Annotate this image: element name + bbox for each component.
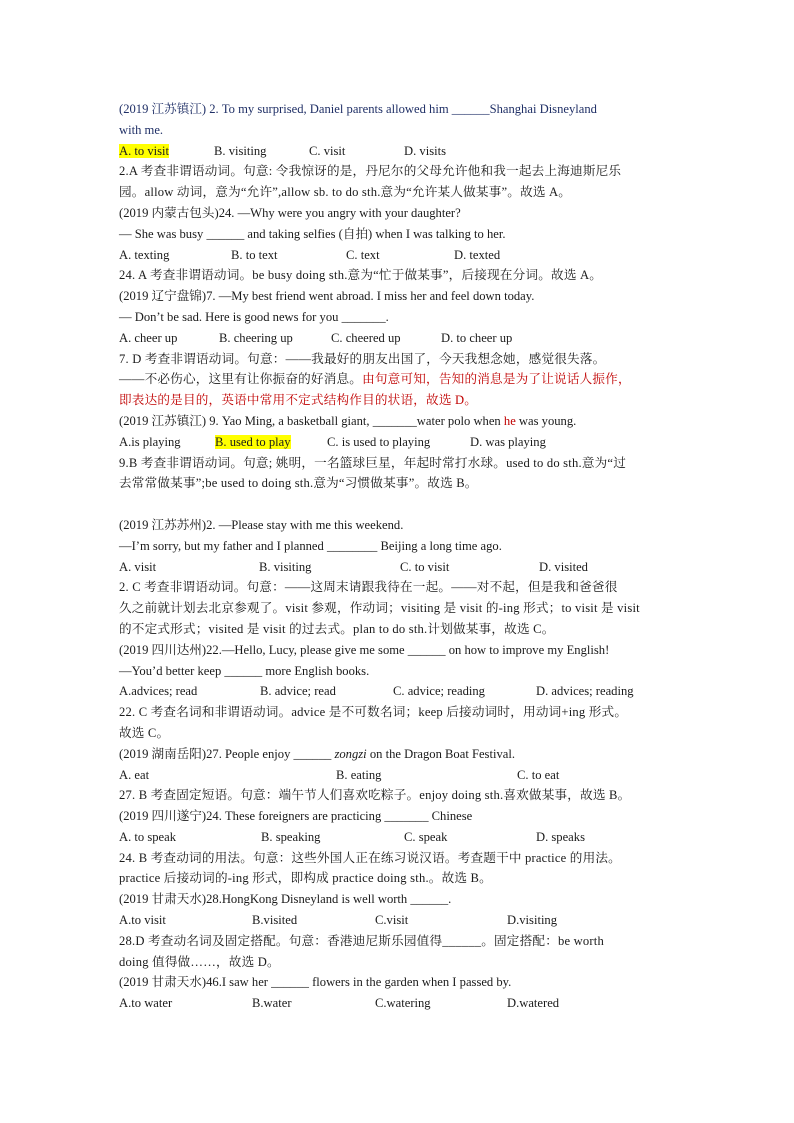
question-stem: — Don’t be sad. Here is good news for you _______. bbox=[119, 309, 389, 324]
option: C. to eat bbox=[517, 767, 560, 782]
option: C. speak bbox=[404, 829, 448, 844]
option: A. eat bbox=[119, 767, 150, 782]
option: C. text bbox=[346, 247, 380, 262]
option: C. is used to playing bbox=[327, 434, 431, 449]
option: C. to visit bbox=[400, 559, 450, 574]
options-row bbox=[119, 993, 679, 1014]
explanation-text: ——不必伤心，这里有让你振奋的好消息。 bbox=[119, 372, 363, 387]
stem-italic: zongzi bbox=[334, 746, 367, 761]
option: C. visit bbox=[309, 143, 346, 158]
option: D. texted bbox=[454, 247, 501, 262]
question-stem: (2019 江苏苏州)2. —Please stay with me this weekend. bbox=[119, 517, 404, 532]
option: B. cheering up bbox=[219, 330, 293, 345]
option: B. visiting bbox=[214, 143, 267, 158]
option: A.advices; read bbox=[119, 684, 198, 699]
answer-explanation: doing 值得做……，故选 D。 bbox=[119, 954, 280, 969]
question-stem: (2019 四川遂宁)24. These foreigners are practicing _______ Chinese bbox=[119, 809, 473, 824]
answer-explanation: 去常常做某事”;be used to doing sth.意为“习惯做某事”。故选 B。 bbox=[119, 476, 478, 491]
option: D. was playing bbox=[470, 434, 546, 449]
option: A. texting bbox=[119, 247, 170, 262]
answer-explanation: 24. A 考查非谓语动词。be busy doing sth.意为“忙于做某事”，后接现在分词。故选 A。 bbox=[119, 268, 603, 283]
option: D. advices; reading bbox=[536, 684, 634, 699]
question-stem bbox=[119, 744, 679, 765]
explanation-highlight: 由句意可知，告知的消息是为了让说话人振作， bbox=[362, 372, 631, 387]
question-stem: —You’d better keep ______ more English books. bbox=[119, 663, 370, 678]
option: B.visited bbox=[252, 913, 298, 928]
answer-explanation: 7. D 考查非谓语动词。句意：——我最好的朋友出国了，今天我想念她，感觉很失落。 bbox=[119, 351, 606, 366]
answer-explanation: 即表达的是目的，英语中常用不定式结构作目的状语，故选 D。 bbox=[119, 393, 478, 408]
document-body bbox=[119, 99, 679, 1014]
question-stem: (2019 四川达州)22.—Hello, Lucy, please give me some ______ on how to improve my English! bbox=[119, 642, 610, 657]
highlighted-option: B. used to play bbox=[215, 434, 291, 449]
option: A. to speak bbox=[119, 829, 177, 844]
option: B.water bbox=[252, 996, 292, 1011]
options-row bbox=[119, 910, 679, 931]
answer-explanation: 24. B 考查动词的用法。句意：这些外国人正在练习说汉语。考查题干中 practice 的用法。 bbox=[119, 850, 621, 865]
answer-explanation: 故选 C。 bbox=[119, 725, 170, 740]
stem-text: (2019 湖南岳阳)27. People enjoy ______ bbox=[119, 746, 335, 761]
option: C.visit bbox=[375, 913, 409, 928]
option: A.to visit bbox=[119, 913, 166, 928]
question-stem: with me. bbox=[119, 122, 164, 137]
options-row bbox=[119, 827, 679, 848]
answer-explanation: 2.A 考查非谓语动词。句意: 令我惊讶的是，丹尼尔的父母允许他和我一起去上海迪斯尼乐 bbox=[119, 164, 622, 179]
option: A. cheer up bbox=[119, 330, 178, 345]
question-stem: (2019 甘肃天水)28.HongKong Disneyland is well worth ______. bbox=[119, 892, 452, 907]
question-stem: (2019 内蒙古包头)24. —Why were you angry with your daughter? bbox=[119, 205, 461, 220]
option: C. advice; reading bbox=[393, 684, 485, 699]
question-stem: — She was busy ______ and taking selfies (自拍) when I was talking to her. bbox=[119, 226, 506, 241]
option: B. eating bbox=[336, 767, 382, 782]
answer-explanation: practice 后接动词的-ing 形式，即构成 practice doing sth.。故选 B。 bbox=[119, 871, 492, 886]
option: B. visiting bbox=[259, 559, 312, 574]
option: D.watered bbox=[507, 996, 560, 1011]
answer-explanation: 久之前就计划去北京参观了。visit 参观，作动词；visiting 是 visit 的-ing 形式；to visit 是 visit bbox=[119, 601, 640, 616]
answer-explanation: 2. C 考查非谓语动词。句意：——这周末请跟我待在一起。——对不起，但是我和爸爸很 bbox=[119, 580, 618, 595]
stem-emphasis: he bbox=[503, 413, 516, 428]
option: B. to text bbox=[231, 247, 278, 262]
question-stem: (2019 辽宁盘锦)7. —My best friend went abroad. I miss her and feel down today. bbox=[119, 289, 535, 304]
stem-text: on the Dragon Boat Festival. bbox=[366, 746, 515, 761]
highlighted-option: A. to visit bbox=[119, 143, 170, 158]
option bbox=[215, 432, 327, 453]
option: D. visited bbox=[539, 559, 588, 574]
option: B. advice; read bbox=[260, 684, 336, 699]
options-row bbox=[119, 432, 679, 453]
option bbox=[119, 141, 214, 162]
option: D. to cheer up bbox=[441, 330, 513, 345]
question-stem: (2019 甘肃天水)46.I saw her ______ flowers in the garden when I passed by. bbox=[119, 975, 512, 990]
answer-explanation: 27. B 考查固定短语。句意：端午节人们喜欢吃粽子。enjoy doing sth.喜欢做某事，故选 B。 bbox=[119, 788, 631, 803]
question-stem: (2019 江苏镇江) 2. To my surprised, Daniel parents allowed him ______Shanghai Disneyland bbox=[119, 102, 597, 116]
answer-explanation bbox=[119, 369, 679, 390]
spacer bbox=[119, 494, 679, 515]
option: D. speaks bbox=[536, 829, 585, 844]
answer-explanation: 22. C 考查名词和非谓语动词。advice 是不可数名词；keep 后接动词时，用动词+ing 形式。 bbox=[119, 705, 628, 720]
stem-text: (2019 江苏镇江) 9. Yao Ming, a basketball giant, _______water polo when bbox=[119, 413, 504, 428]
options-row bbox=[119, 245, 679, 266]
options-row bbox=[119, 765, 679, 786]
answer-explanation: 28.D 考查动名词及固定搭配。句意：香港迪尼斯乐园值得______。固定搭配：be worth bbox=[119, 933, 605, 948]
options-row bbox=[119, 557, 679, 578]
question-stem bbox=[119, 411, 679, 432]
option: C.watering bbox=[375, 996, 431, 1011]
answer-explanation: 9.B 考查非谓语动词。句意; 姚明，一名篮球巨星，年起时常打水球。used to do sth.意为“过 bbox=[119, 455, 627, 470]
option: C. cheered up bbox=[331, 330, 401, 345]
option: D. visits bbox=[404, 143, 446, 158]
options-row bbox=[119, 681, 679, 702]
stem-text: was young. bbox=[515, 413, 577, 428]
answer-explanation: 园。allow 动词，意为“允许”,allow sb. to do sth.意为“允许某人做某事”。故选 A。 bbox=[119, 185, 572, 200]
options-row bbox=[119, 328, 679, 349]
option: A.is playing bbox=[119, 434, 181, 449]
option: B. speaking bbox=[261, 829, 321, 844]
option: A.to water bbox=[119, 996, 173, 1011]
question-stem: —I’m sorry, but my father and I planned ________ Beijing a long time ago. bbox=[119, 538, 502, 553]
answer-explanation: 的不定式形式；visited 是 visit 的过去式。plan to do sth.计划做某事，故选 C。 bbox=[119, 621, 555, 636]
option: D.visiting bbox=[507, 913, 558, 928]
option: A. visit bbox=[119, 559, 157, 574]
options-row bbox=[119, 141, 679, 162]
